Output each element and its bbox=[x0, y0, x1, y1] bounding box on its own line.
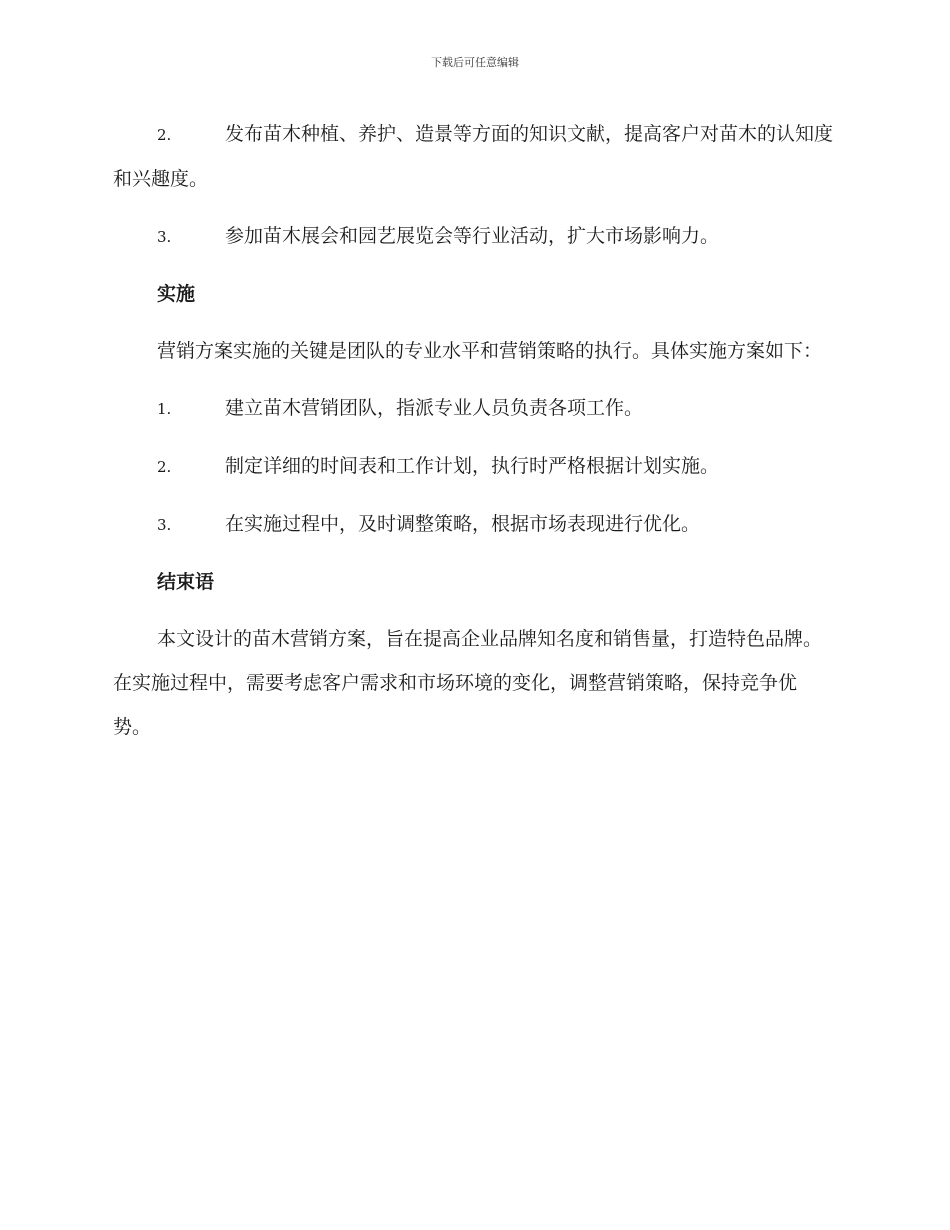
conclusion-paragraph: 本文设计的苗木营销方案，旨在提高企业品牌知名度和销售量，打造特色品牌。在实施过程中，需要考虑客户需求和市场环境的变化，调整营销策略，保持竞争优势。 bbox=[113, 628, 823, 738]
list-item bbox=[113, 444, 833, 489]
section-heading-conclusion: 结束语 bbox=[157, 571, 215, 593]
list-item-text: 建立苗木营销团队，指派专业人员负责各项工作。 bbox=[225, 397, 644, 419]
list-item bbox=[113, 386, 833, 431]
list-item-number: 3. bbox=[157, 228, 172, 246]
list-item-number: 2. bbox=[157, 458, 172, 476]
list-item-number: 2. bbox=[157, 126, 172, 144]
implement-intro-paragraph: 营销方案实施的关键是团队的专业水平和营销策略的执行。具体实施方案如下： bbox=[157, 340, 823, 362]
header-note: 下载后可任意编辑 bbox=[431, 56, 519, 69]
list-item-text: 发布苗木种植、养护、造景等方面的知识文献，提高客户对苗木的认知度和兴趣度。 bbox=[113, 123, 834, 190]
list-item-text: 参加苗木展会和园艺展览会等行业活动，扩大市场影响力。 bbox=[225, 225, 720, 247]
list-item-number: 3. bbox=[157, 516, 172, 534]
list-item bbox=[113, 112, 833, 201]
document-body bbox=[113, 112, 833, 762]
list-item-text: 在实施过程中，及时调整策略，根据市场表现进行优化。 bbox=[225, 513, 701, 535]
list-item bbox=[113, 214, 833, 259]
list-item-number: 1. bbox=[157, 400, 172, 418]
list-item-text: 制定详细的时间表和工作计划，执行时严格根据计划实施。 bbox=[225, 455, 720, 477]
list-item bbox=[113, 502, 833, 547]
section-heading-implement: 实施 bbox=[157, 283, 196, 305]
